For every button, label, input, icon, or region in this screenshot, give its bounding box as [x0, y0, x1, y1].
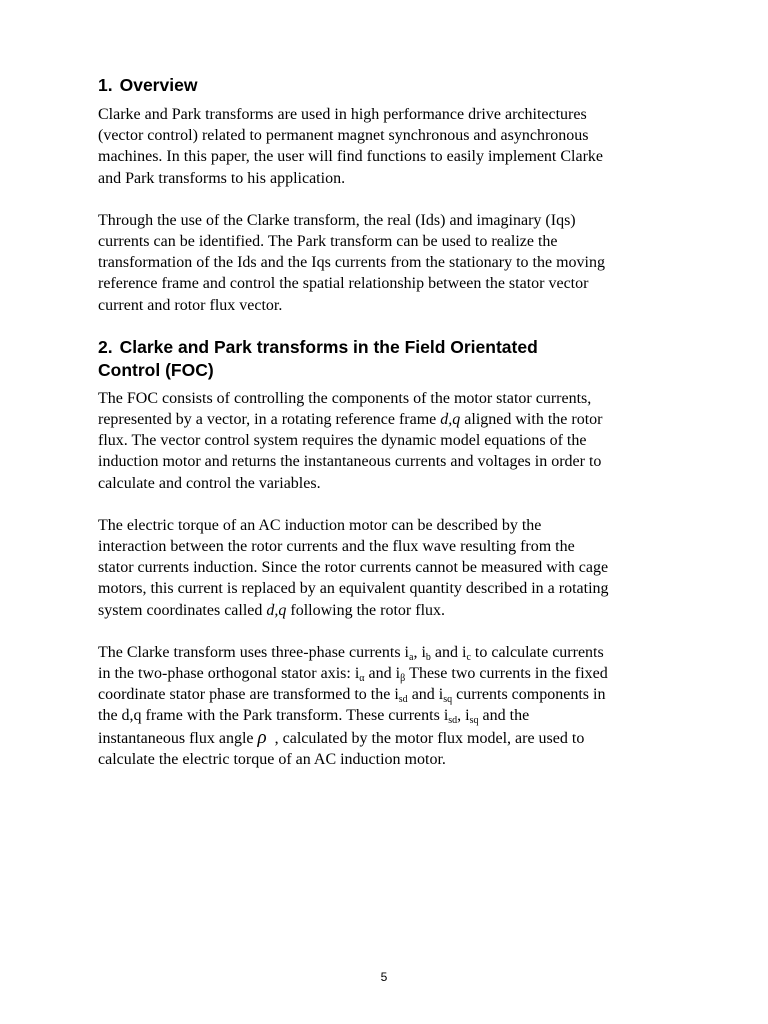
- text-line: calculate and control the variables.: [98, 474, 321, 492]
- text-run: represented by a vector, in a rotating reference frame: [98, 411, 441, 429]
- section-title-line-2: Control (FOC): [98, 359, 214, 380]
- text-line: current and rotor flux vector.: [98, 296, 283, 314]
- italic-term: d,q: [266, 601, 287, 619]
- text-line: (vector control) related to permanent magnet synchronous and asynchronous: [98, 127, 589, 145]
- text-run: and the: [478, 707, 530, 725]
- section-heading-foc: [98, 336, 678, 382]
- text-run: , i: [413, 643, 426, 661]
- text-line: transformation of the Ids and the Iqs currents from the stationary to the moving: [98, 254, 605, 272]
- text-line: The FOC consists of controlling the components of the motor stator currents,: [98, 389, 592, 407]
- subscript: b: [425, 651, 431, 663]
- text-run: system coordinates called: [98, 601, 267, 619]
- section-title-line-1: Clarke and Park transforms in the Field Orientated: [119, 336, 538, 357]
- text-line: calculate the electric torque of an AC induction motor.: [98, 750, 446, 768]
- text-line: [98, 600, 678, 621]
- text-run: aligned with the rotor: [460, 411, 603, 429]
- section-heading-overview: [98, 74, 678, 97]
- text-line: [98, 705, 678, 726]
- text-line: reference frame and control the spatial relationship between the stator vector: [98, 275, 589, 293]
- text-line: interaction between the rotor currents and the flux wave resulting from the: [98, 538, 575, 556]
- text-run: and i: [407, 686, 444, 704]
- text-line: [98, 663, 678, 684]
- text-run: These two currents in the fixed: [405, 665, 608, 683]
- text-run: to calculate currents: [470, 643, 604, 661]
- subscript: sd: [448, 715, 458, 727]
- text-run: and i: [430, 643, 467, 661]
- document-page: [98, 74, 678, 770]
- text-run: , i: [457, 707, 470, 725]
- subscript: sd: [398, 694, 408, 706]
- text-line: flux. The vector control system requires the dynamic model equations of the: [98, 432, 587, 450]
- text-line: motors, this current is replaced by an equivalent quantity described in a rotating: [98, 580, 609, 598]
- overview-paragraph-1: [98, 104, 678, 189]
- text-run: in the two-phase orthogonal stator axis: i: [98, 665, 360, 683]
- text-line: [98, 727, 678, 749]
- text-run: , calculated by the motor flux model, are used to: [270, 729, 585, 747]
- subscript: sq: [443, 694, 453, 706]
- subscript: α: [359, 673, 365, 685]
- overview-paragraph-2: [98, 210, 678, 316]
- text-line: [98, 409, 678, 430]
- foc-paragraph-3: [98, 642, 678, 770]
- text-line: Through the use of the Clarke transform, the real (Ids) and imaginary (Iqs): [98, 211, 576, 229]
- section-number: 1.: [98, 75, 113, 95]
- italic-term: d,q: [440, 411, 461, 429]
- foc-paragraph-1: [98, 388, 678, 494]
- text-run: the d,q frame with the Park transform. These currents i: [98, 707, 449, 725]
- text-line: and Park transforms to his application.: [98, 169, 346, 187]
- text-line: induction motor and returns the instantaneous currents and voltages in order to: [98, 453, 602, 471]
- section-number: 2.: [98, 336, 113, 357]
- text-run: following the rotor flux.: [286, 601, 446, 619]
- text-run: coordinate stator phase are transformed to the i: [98, 686, 399, 704]
- subscript: a: [409, 651, 414, 663]
- rho-symbol: ρ: [257, 726, 267, 748]
- text-line: currents can be identified. The Park transform can be used to realize the: [98, 233, 558, 251]
- text-line: [98, 642, 678, 663]
- subscript: c: [466, 651, 471, 663]
- text-line: Clarke and Park transforms are used in high performance drive architectures: [98, 106, 587, 123]
- subscript: sq: [469, 715, 479, 727]
- text-line: The electric torque of an AC induction motor can be described by the: [98, 516, 542, 534]
- page-number: 5: [380, 970, 388, 984]
- foc-paragraph-2: [98, 515, 678, 621]
- text-run: The Clarke transform uses three-phase currents i: [98, 643, 409, 661]
- text-line: stator currents induction. Since the rotor currents cannot be measured with cage: [98, 559, 609, 577]
- text-run: currents components in: [452, 686, 606, 704]
- text-line: machines. In this paper, the user will find functions to easily implement Clarke: [98, 148, 604, 166]
- text-run: and i: [364, 665, 401, 683]
- subscript: β: [400, 673, 406, 685]
- text-line: [98, 684, 678, 705]
- section-title: Overview: [119, 75, 198, 95]
- text-run: instantaneous flux angle: [98, 729, 254, 747]
